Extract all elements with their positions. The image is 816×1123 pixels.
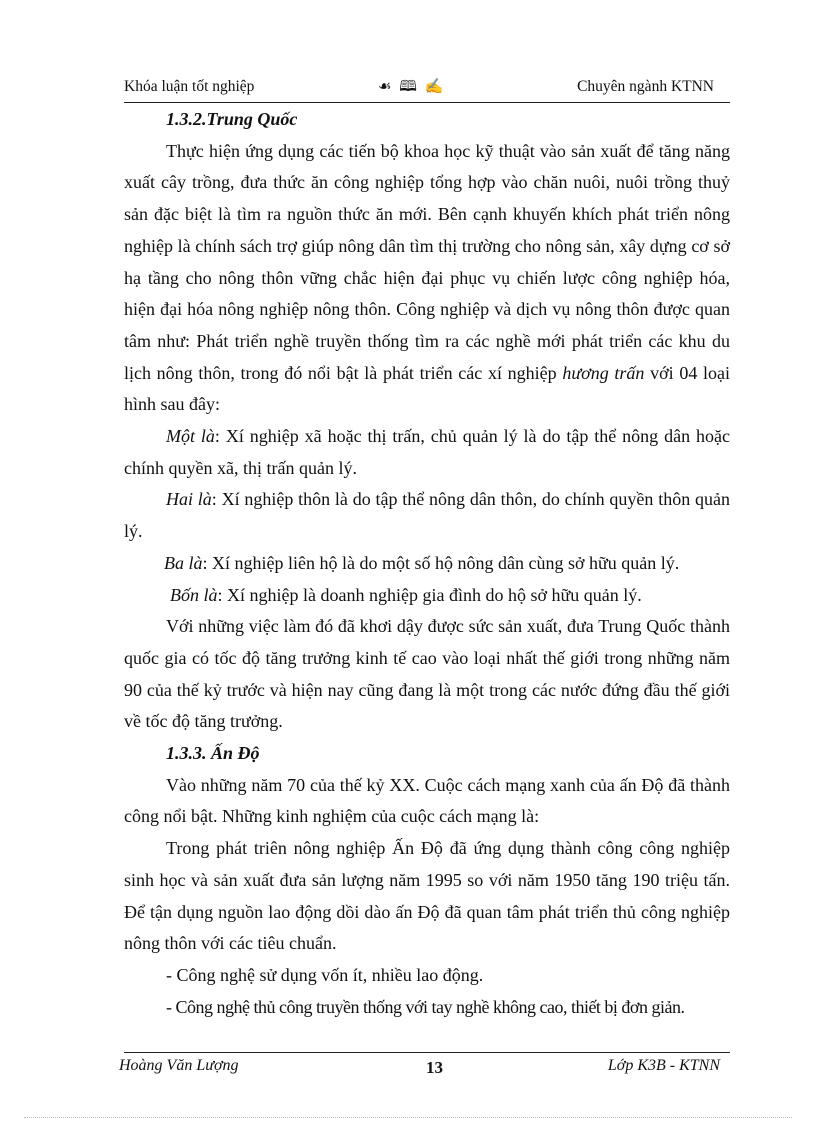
section-heading-china: 1.3.2.Trung Quốc <box>166 109 298 129</box>
list-item-label: Bốn là <box>170 584 218 605</box>
paragraph-india-intro: Vào những năm 70 của thế kỷ XX. Cuộc cách mạng xanh của ấn Độ đã thành công nổi bật. Những kinh nghiệm của cuộc cách mạng là: <box>124 774 730 827</box>
list-item-label: Một là <box>166 426 215 447</box>
section-heading-india: 1.3.3. Ấn Độ <box>166 743 260 764</box>
page-body <box>124 104 730 1023</box>
bullet-item: - Công nghệ sử dụng vốn ít, nhiều lao động. <box>166 964 484 985</box>
bullet-item: - Công nghệ thủ công truyền thống với tay nghề không cao, thiết bị đơn giản. <box>166 996 685 1017</box>
header-thesis-label: Khóa luận tốt nghiệp <box>124 78 255 95</box>
paragraph-china-result: Với những việc làm đó đã khơi dậy được sức sản xuất, đưa Trung Quốc thành quốc gia có tốc độ tăng trưởng kinh tế cao vào loại nhất thế giới trong những năm 90 của thế kỷ trước và hiện nay cũng đang là một trong các nước đứng đầu thế giới về tốc độ tăng trưởng. <box>124 616 730 732</box>
paragraph-china-intro <box>124 136 730 421</box>
list-item-text: : Xí nghiệp thôn là do tập thể nông dân thôn, do chính quyền thôn quản lý. <box>124 489 730 542</box>
paragraph-india-agriculture: Trong phát triên nông nghiệp Ấn Độ đã ứng dụng thành công công nghiệp sinh học và sản xuất đưa sản lượng năm 1995 so với năm 1950 tăng 190 triệu tấn. Để tận dụng nguồn lao động dồi dào ấn Độ đã quan tâm phát triển thủ công nghiệp nông thôn với các tiêu chuẩn. <box>124 838 730 954</box>
page-header <box>124 76 730 103</box>
page-break-divider <box>24 1117 792 1118</box>
paragraph-text-end: với 04 loại hình sau đây: <box>124 362 731 415</box>
list-item-three <box>124 548 730 580</box>
paragraph-text: Thực hiện ứng dụng các tiến bộ khoa học kỹ thuật vào sản xuất để tăng năng xuất cây trồng, đưa thức ăn công nghiệp tổng hợp vào chăn nuôi, nuôi trồng thuỷ sản đặc biệt là tìm ra nguồn thức ăn mới. Bên cạnh khuyến khích phát triển nông nghiệp là chính sách trợ giúp nông dân tìm thị trường cho nông sản, xây dựng cơ sở hạ tầng cho nông thôn vững chắc hiện đại phục vụ chiến lược công nghiệp hóa, hiện đại hóa nông nghiệp nông thôn. Công nghiệp và dịch vụ nông thôn được quan tâm như: Phát triển nghề truyền thống tìm ra các nghề mới phát triển các khu du lịch nông thôn, trong đó nổi bật là phát triển các xí nghiệp <box>124 140 730 383</box>
header-ornament-icon: ☙ 🕮 ✍ <box>378 79 446 95</box>
list-item-text: : Xí nghiệp liên hộ là do một số hộ nông dân cùng sở hữu quản lý. <box>202 552 680 573</box>
list-item-label: Ba là <box>164 552 203 573</box>
list-item-four <box>124 580 730 612</box>
header-major-label: Chuyên ngành KTNN <box>577 78 714 95</box>
list-item-two <box>124 484 730 547</box>
list-item-label: Hai là <box>166 489 212 510</box>
page-number: 13 <box>426 1058 443 1077</box>
page-footer <box>119 1052 730 1077</box>
footer-class: Lớp K3B - KTNN <box>607 1057 720 1074</box>
list-item-one <box>124 421 730 484</box>
italic-term: hương trấn <box>562 362 645 383</box>
footer-author: Hoàng Văn Lượng <box>119 1057 239 1074</box>
list-item-text: : Xí nghiệp là doanh nghiệp gia đình do hộ sở hữu quản lý. <box>217 584 642 605</box>
list-item-text: : Xí nghiệp xã hoặc thị trấn, chủ quản lý là do tập thể nông dân hoặc chính quyền xã, thị trấn quản lý. <box>124 426 730 478</box>
